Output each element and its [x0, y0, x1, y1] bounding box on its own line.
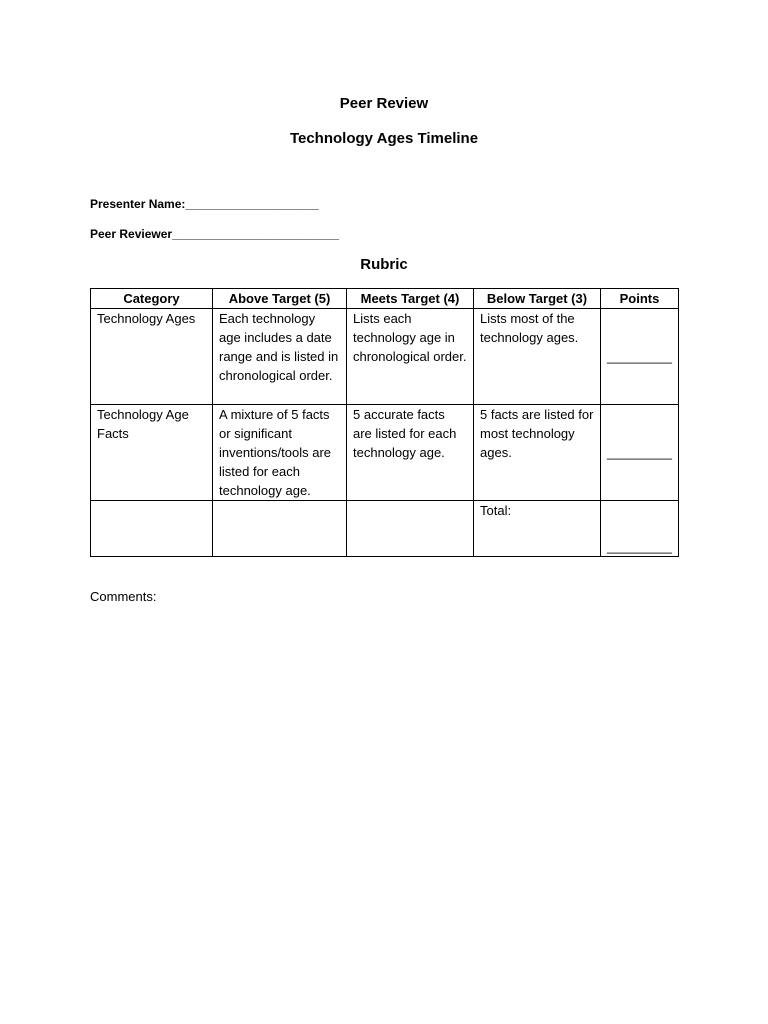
empty-cell [91, 501, 213, 557]
table-row [91, 309, 679, 405]
total-points-blank: _________ [601, 501, 679, 557]
total-row [91, 501, 679, 557]
category-cell: Technology Age Facts [91, 405, 213, 501]
meets-target-cell: 5 accurate facts are listed for each technology age. [347, 405, 474, 501]
below-target-cell: Lists most of the technology ages. [474, 309, 601, 405]
above-target-cell: A mixture of 5 facts or significant inventions/tools are listed for each technology age. [213, 405, 347, 501]
page-subtitle: Technology Ages Timeline [289, 130, 479, 147]
table-row [91, 405, 679, 501]
peer-reviewer-field: Peer Reviewer_________________________ [90, 227, 339, 241]
empty-cell [347, 501, 474, 557]
points-blank: _________ [601, 309, 679, 405]
meets-target-cell: Lists each technology age in chronological order. [347, 309, 474, 405]
comments-label: Comments: [90, 589, 157, 604]
empty-cell [213, 501, 347, 557]
rubric-header-row [91, 289, 679, 309]
total-label: Total: [474, 501, 601, 557]
column-header-points: Points [601, 289, 679, 309]
category-cell: Technology Ages [91, 309, 213, 405]
column-header-below-target: Below Target (3) [474, 289, 601, 309]
presenter-name-field: Presenter Name:____________________ [90, 197, 319, 211]
below-target-cell: 5 facts are listed for most technology ages. [474, 405, 601, 501]
rubric-heading: Rubric [360, 256, 408, 273]
column-header-meets-target: Meets Target (4) [347, 289, 474, 309]
rubric-table [90, 288, 679, 557]
column-header-category: Category [91, 289, 213, 309]
points-blank: _________ [601, 405, 679, 501]
above-target-cell: Each technology age includes a date range and is listed in chronological order. [213, 309, 347, 405]
page-title: Peer Review [339, 95, 429, 112]
column-header-above-target: Above Target (5) [213, 289, 347, 309]
